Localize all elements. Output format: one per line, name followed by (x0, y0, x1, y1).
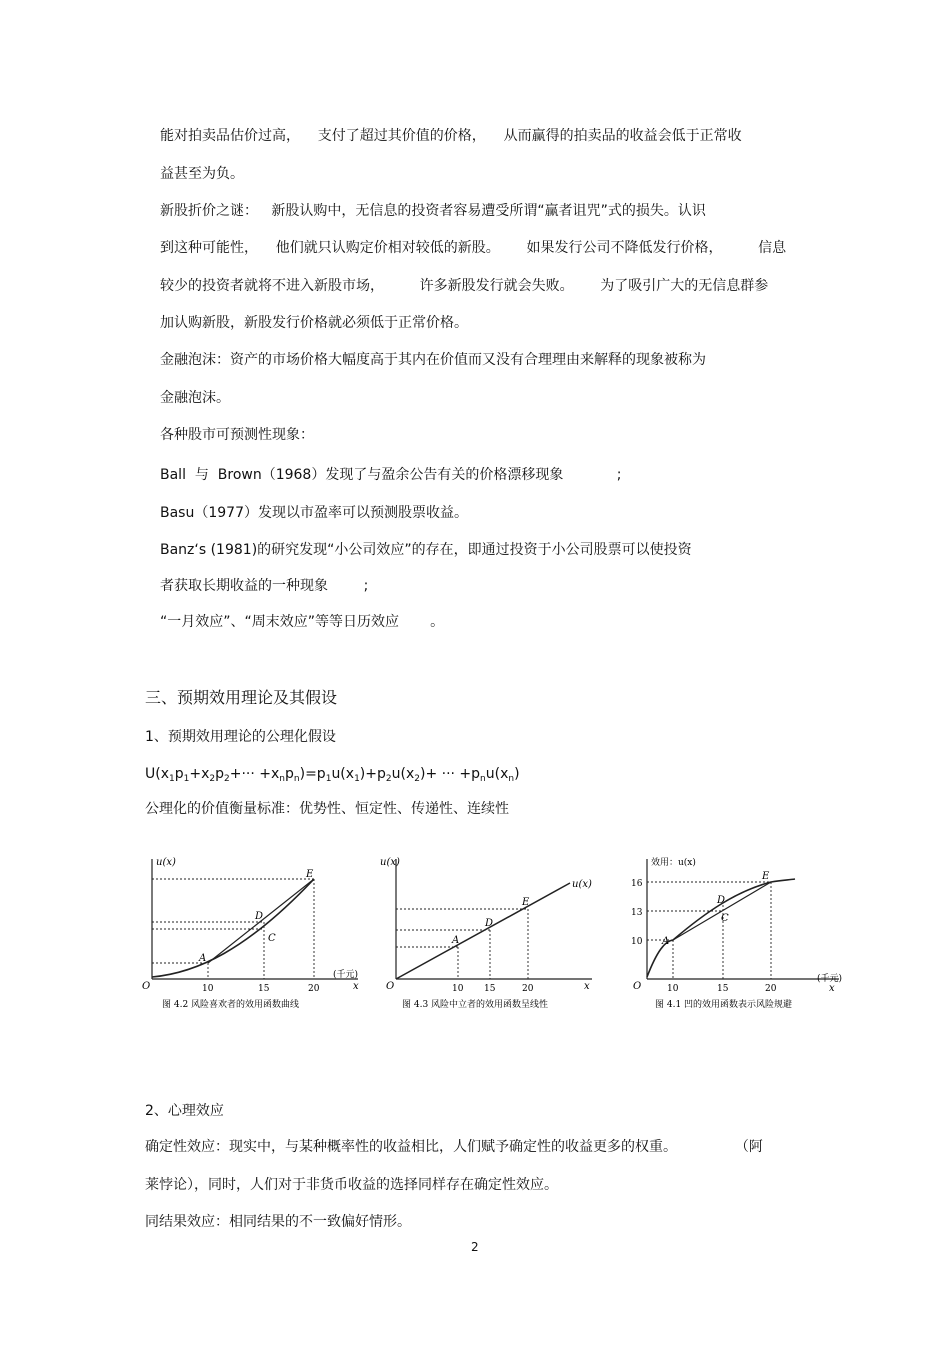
utility-line (396, 883, 570, 979)
text-line: Banz‘s (1981)的研究发现“小公司效应”的存在，即通过投资于小公司股票可以使投资 (160, 542, 692, 558)
x-tick-label: 10 (667, 984, 679, 994)
x-tick-label: 20 (308, 984, 320, 994)
figure-risk-averse (617, 851, 845, 1013)
text-line: 各种股市可预测性现象： (160, 427, 314, 443)
figure-caption: 图 4.3 风险中立者的效用函数呈线性 (402, 1000, 549, 1010)
y-axis-label: 效用：u(x) (651, 858, 696, 868)
text-line: 能对拍卖品估价过高， 支付了超过其价值的价格， 从而赢得的拍卖品的收益会低于正常收 (160, 128, 742, 144)
utility-chart (136, 851, 368, 1013)
text-line: 金融泡沫：资产的市场价格大幅度高于其内在价值而又没有合理理由来解释的现象被称为 (160, 352, 706, 368)
unit-label: (千元) (333, 970, 359, 980)
x-tick-label: 20 (522, 984, 534, 994)
text-line: 较少的投资者就将不进入新股市场， 许多新股发行就会失败。 为了吸引广大的无信息群参 (160, 278, 769, 294)
point-label: C (721, 913, 729, 924)
text-line: Ball 与 Brown（1968）发现了与盈余公告有关的价格漂移现象 ; (160, 467, 622, 483)
utility-chart (617, 851, 845, 1013)
point-label: A (452, 935, 460, 946)
text-line: 加认购新股，新股发行价格就必须低于正常价格。 (160, 315, 468, 331)
text-line: 确定性效应：现实中，与某种概率性的收益相比，人们赋予确定性的收益更多的权重。 （阿 (145, 1139, 763, 1155)
subheading: 1、预期效用理论的公理化假设 (145, 729, 336, 745)
y-tick-label: 16 (631, 879, 643, 889)
formula: $U(x_1p_1+x_2p_2+\cdot\cdot\cdot +x_np_n)=p_1u(x_1)+p_2u(x_2)+$ ··· $+p_nu(x_n)$ (145, 766, 520, 784)
text-line: 莱悖论），同时，人们对于非货币收益的选择同样存在确定性效应。 (145, 1177, 558, 1193)
y-tick-label: 10 (631, 937, 643, 947)
x-axis-label: x (353, 981, 359, 992)
x-tick-label: 15 (484, 984, 496, 994)
figure-caption: 图 4.2 风险喜欢者的效用函数曲线 (162, 1000, 300, 1010)
utility-curve (647, 879, 795, 977)
unit-label: (千元) (817, 974, 843, 984)
figure-risk-neutral (374, 851, 600, 1013)
text-line: 新股折价之谜： 新股认购中，无信息的投资者容易遭受所谓“赢者诅咒”式的损失。认识 (160, 203, 706, 219)
figure-caption: 图 4.1 凹的效用函数表示风险规避 (655, 1000, 793, 1010)
point-label: D (255, 911, 264, 922)
x-axis-label: x (584, 981, 590, 992)
text-line: 同结果效应：相同结果的不一致偏好情形。 (145, 1214, 411, 1230)
point-label: C (268, 933, 276, 944)
text-line: 公理化的价值衡量标准：优势性、恒定性、传递性、连续性 (145, 801, 509, 817)
section-heading: 三、预期效用理论及其假设 (145, 688, 338, 707)
origin-label: O (386, 981, 395, 992)
text-line: 到这种可能性， 他们就只认购定价相对较低的新股。 如果发行公司不降低发行价格， 信息 (160, 240, 787, 256)
text-line: 者获取长期收益的一种现象 ; (160, 578, 369, 594)
y-axis-label: u(x) (156, 857, 176, 868)
figure-risk-lover (136, 851, 368, 1013)
x-tick-label: 20 (765, 984, 777, 994)
origin-label: O (142, 981, 151, 992)
x-tick-label: 15 (258, 984, 270, 994)
point-label: D (717, 895, 726, 906)
subheading: 2、心理效应 (145, 1103, 224, 1119)
x-tick-label: 10 (452, 984, 464, 994)
point-label: A (199, 953, 207, 964)
utility-curve (152, 879, 314, 977)
point-label: E (762, 871, 770, 882)
point-label: E (306, 869, 314, 880)
text-line: Basu（1977）发现以市盈率可以预测股票收益。 (160, 505, 468, 521)
point-label: D (485, 918, 494, 929)
page-number: 2 (471, 1240, 479, 1254)
text-line: 益甚至为负。 (160, 166, 244, 182)
y-tick-label: 13 (631, 908, 643, 918)
utility-chart (374, 851, 600, 1013)
y-axis-label: u(x) (380, 857, 400, 868)
x-tick-label: 10 (202, 984, 214, 994)
x-tick-label: 15 (717, 984, 729, 994)
text-line: “一月效应”、“周末效应”等等日历效应 。 (160, 614, 445, 630)
x-axis-label: x (829, 983, 835, 994)
origin-label: O (633, 981, 642, 992)
point-label: E (522, 897, 530, 908)
curve-label: u(x) (572, 879, 592, 890)
point-label: A (662, 936, 670, 947)
text-line: 金融泡沫。 (160, 390, 230, 406)
